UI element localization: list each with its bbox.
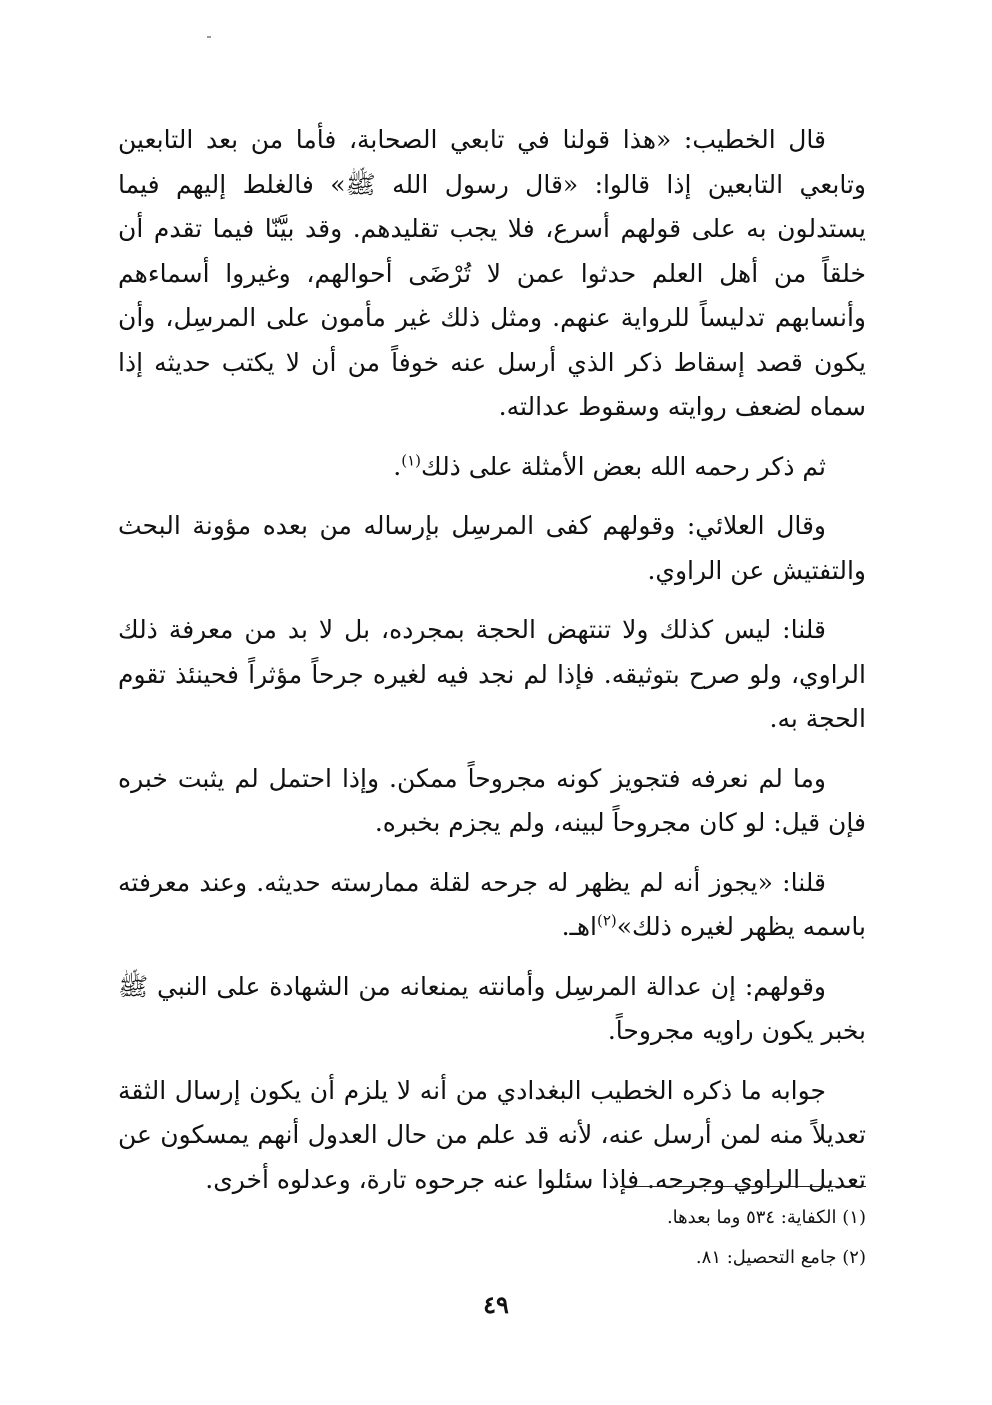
main-text (118, 118, 866, 1217)
paragraph-6-end: اهـ. (561, 912, 597, 941)
paragraph-6-text: قلنا: «يجوز أنه لم يظهر له جرحه لقلة ممارسته حديثه. وعند معرفته باسمه يظهر لغيره ذلك» (118, 867, 866, 941)
paragraph-5: وما لم نعرفه فتجويز كونه مجروحاً ممكن. وإذا احتمل لم يثبت خبره فإن قيل: لو كان مجروحاً لبينه، ولم يجزم بخبره. (118, 763, 866, 837)
paragraph-6 (118, 861, 866, 950)
paragraph-3: وقال العلائي: وقولهم كفى المرسِل بإرساله من بعده مؤونة البحث والتفتيش عن الراوي. (118, 511, 866, 585)
paragraph-1: قال الخطيب: «هذا قولنا في تابعي الصحابة، فأما من بعد التابعين وتابعي التابعين إذا قالوا: «قال رسول الله ﷺ» فالغلط إليهم فيما يستدلون به على قولهم أسرع، فلا يجب تقليدهم. وقد بيَّنّا فيما تقدم أن خلقاً من أهل العلم حدثوا عمن لا تُرْضَى أحوالهم، وغيروا أسماءهم وأنسابهم تدليساً للرواية عنهم. ومثل ذلك غير مأمون على المرسِل، وأن يكون قصد إسقاط ذكر الذي أرسل عنه خوفاً من أن لا يكتب حديثه إذا سماه لضعف روايته وسقوط عدالته. (118, 125, 866, 421)
paragraph-2-text: ثم ذكر رحمه الله بعض الأمثلة على ذلك (421, 451, 826, 481)
scan-speck (207, 36, 211, 38)
paragraph-8: جوابه ما ذكره الخطيب البغدادي من أنه لا يلزم أن يكون إرسال الثقة تعديلاً منه لمن أرسل عنه، لأنه قد علم من حال العدول أنهم يمسكون عن تعديل الراوي وجرحه. فإذا سئلوا عنه جرحوه تارة، وعدلوه أخرى. (118, 1075, 866, 1194)
paragraph-2 (118, 445, 866, 490)
footnote-2: (٢) جامع التحصيل: ٨١. (695, 1247, 866, 1268)
footnote-divider (620, 1186, 866, 1187)
page-number: ٤٩ (483, 1290, 509, 1319)
paragraph-7: وقولهم: إن عدالة المرسِل وأمانته يمنعانه من الشهادة على النبي ﷺ بخبر يكون راويه مجروحاً. (118, 971, 866, 1045)
footnote-1: (١) الكفاية: ٥٣٤ وما بعدها. (666, 1207, 866, 1228)
footnote-ref-1[interactable]: (١) (401, 451, 421, 470)
paragraph-4: قلنا: ليس كذلك ولا تنتهض الحجة بمجرده، بل لا بد من معرفة ذلك الراوي، ولو صرح بتوثيقه. فإذا لم نجد فيه لغيره جرحاً مؤثراً فحينئذ تقوم الحجة به. (118, 615, 866, 733)
footnotes (500, 1198, 866, 1278)
footnote-ref-2[interactable]: (٢) (596, 911, 617, 930)
paragraph-2-end: . (393, 451, 402, 481)
